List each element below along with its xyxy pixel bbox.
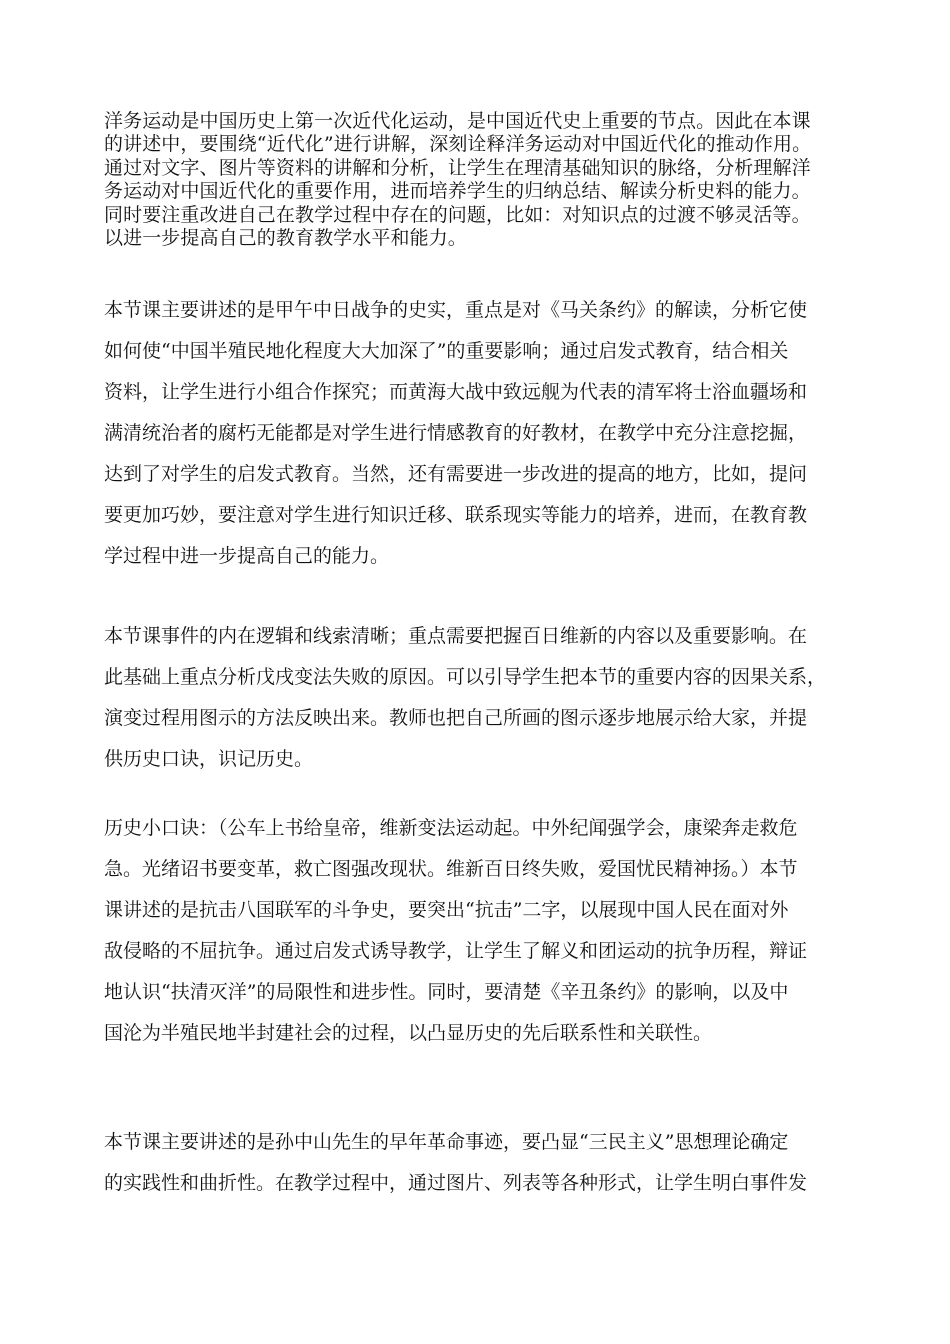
text-line: 要更加巧妙，要注意对学生进行知识迁移、联系现实等能力的培养，进而，在教育教 [104,504,808,526]
text-line: 同时要注重改进自己在教学过程中存在的问题，比如：对知识点的过渡不够灵活等。 [104,203,811,226]
text-line: 此基础上重点分析戊戌变法失败的原因。可以引导学生把本节的重要内容的因果关系， [104,666,827,688]
text-line: 学过程中进一步提高自己的能力。 [104,545,390,567]
paragraph-hundred-days-reform [104,616,864,780]
text-line: 敌侵略的不屈抗争。通过启发式诱导教学，让学生了解义和团运动的抗争历程，辩证 [104,940,808,962]
text-line: 满清统治者的腐朽无能都是对学生进行情感教育的好教材，在教学中充分注意挖掘， [104,422,808,444]
text-line: 资料，让学生进行小组合作探究；而黄海大战中致远舰为代表的清军将士浴血疆场和 [104,381,808,403]
text-line: 本节课主要讲述的是孙中山先生的早年革命事迹，要凸显“三民主义”思想理论确定 [104,1131,789,1153]
text-line: 本节课主要讲述的是甲午中日战争的史实，重点是对《马关条约》的解读，分析它使 [104,299,808,321]
text-line: 达到了对学生的启发式教育。当然，还有需要进一步改进的提高的地方，比如，提问 [104,463,808,485]
text-line: 课讲述的是抗击八国联军的斗争史，要突出“抗击”二字，以展现中国人民在面对外 [104,899,789,921]
text-line: 以进一步提高自己的教育教学水平和能力。 [104,227,467,250]
text-line: 急。光绪诏书要变革，救亡图强改现状。维新百日终失败，爱国忧民精神扬。）本节 [104,858,798,880]
paragraph-history-mnemonic [104,808,864,1054]
text-line: 的讲述中，要围绕“近代化”进行讲解，深刻诠释洋务运动对中国近代化的推动作用。 [104,133,812,156]
text-line: 务运动对中国近代化的重要作用，进而培养学生的归纳总结、解读分析史料的能力。 [104,180,811,203]
text-line: 通过对文字、图片等资料的讲解和分析，让学生在理清基础知识的脉络，分析理解洋 [104,156,811,179]
text-line: 演变过程用图示的方法反映出来。教师也把自己所画的图示逐步地展示给大家，并提 [104,707,808,729]
paragraph-westernization [104,110,864,250]
paragraph-sino-japanese-war [104,290,864,577]
text-line: 历史小口诀：（公车上书给皇帝，维新变法运动起。中外纪闻强学会，康梁奔走救危 [104,817,798,839]
text-line: 如何使“中国半殖民地化程度大大加深了”的重要影响；通过启发式教育，结合相关 [104,340,789,362]
text-line: 供历史口诀，识记历史。 [104,748,314,770]
text-line: 国沦为半殖民地半封建社会的过程，以凸显历史的先后联系性和关联性。 [104,1022,713,1044]
text-line: 的实践性和曲折性。在教学过程中，通过图片、列表等各种形式，让学生明白事件发 [104,1172,808,1194]
text-line: 本节课事件的内在逻辑和线索清晰；重点需要把握百日维新的内容以及重要影响。在 [104,625,808,647]
paragraph-sun-yat-sen [104,1122,864,1204]
text-line: 洋务运动是中国历史上第一次近代化运动，是中国近代史上重要的节点。因此在本课 [104,110,811,132]
text-line: 地认识“扶清灭洋”的局限性和进步性。同时，要清楚《辛丑条约》的影响，以及中 [104,981,789,1003]
